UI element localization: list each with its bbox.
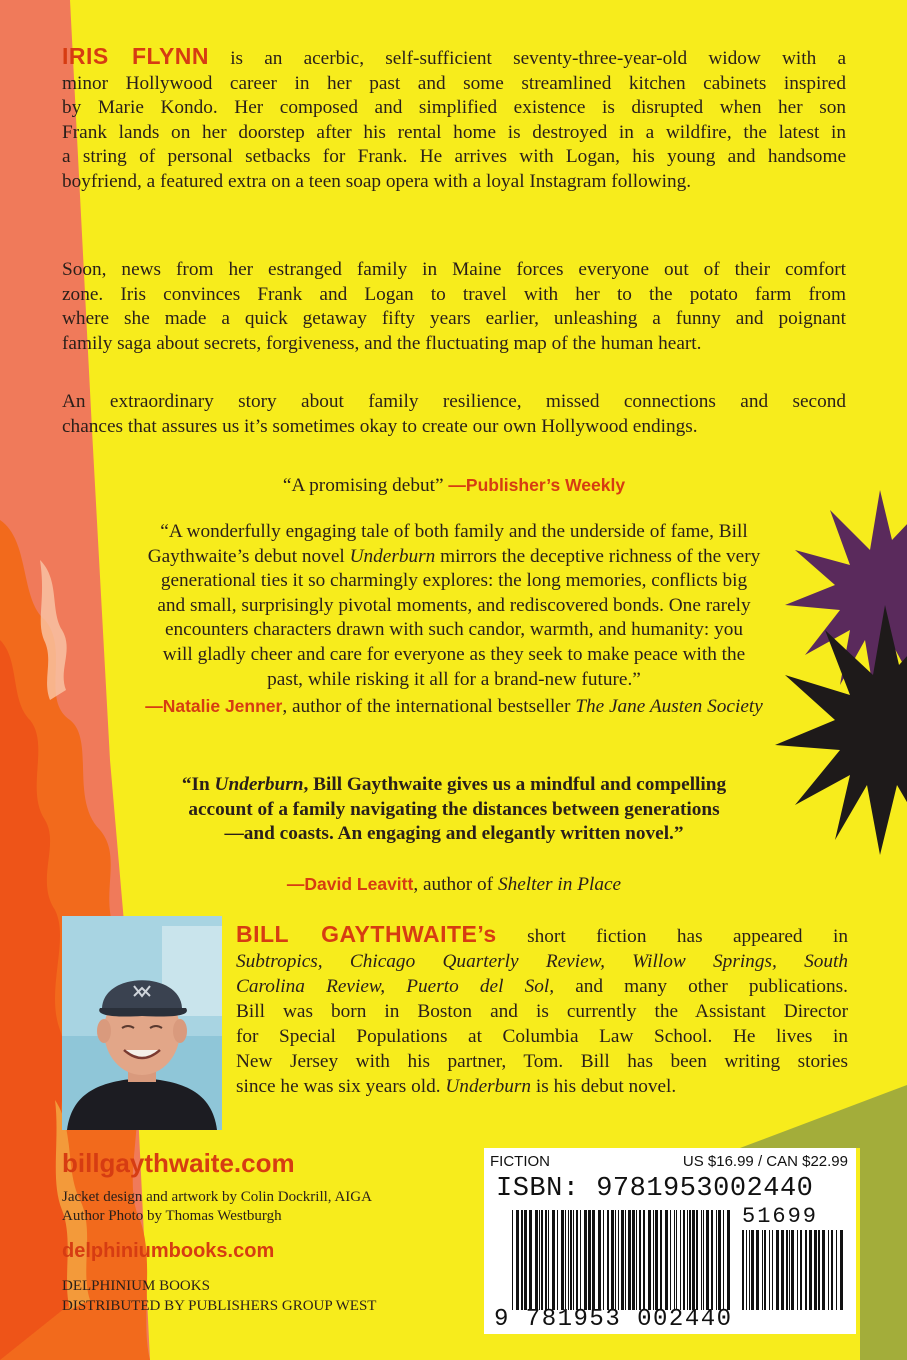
ean-digits: 9 781953 002440 (494, 1306, 733, 1333)
synopsis-line: is an acerbic, self-sufficient seventy-three-year-old widow with a (230, 48, 847, 69)
synopsis-line: zone. Iris convinces Frank and Logan to travel with her to the potato farm from (62, 283, 846, 305)
barcode-bar (648, 1210, 651, 1310)
blurb-line: will gladly cheer and care for everyone as they seek to make peace with the (162, 643, 746, 665)
barcode-bar (665, 1210, 668, 1310)
isbn-label: ISBN: 9781953002440 (496, 1174, 814, 1204)
blurb-line: and small, surprisingly pivotal moments, and rediscovered bonds. One rarely (157, 594, 751, 616)
publisher-block (62, 1276, 376, 1316)
barcode-bar (573, 1210, 574, 1310)
barcode-bar (791, 1230, 794, 1310)
barcode-bar (781, 1230, 784, 1310)
barcode-bar (660, 1210, 662, 1310)
barcode-bar (689, 1210, 691, 1310)
synopsis-character-name: IRIS FLYNN (62, 43, 210, 69)
blurb-jenner (62, 520, 846, 720)
blurb-line: account of a family navigating the distances between generations (188, 798, 720, 820)
distributor-name: DISTRIBUTED BY PUBLISHERS GROUP WEST (62, 1298, 377, 1314)
blurb-attribution: —Publisher’s Weekly (448, 475, 626, 495)
barcode-bar (746, 1230, 747, 1310)
barcode-bar (655, 1210, 658, 1310)
barcode-bar (576, 1210, 578, 1310)
bio-line: Carolina Review, Puerto del Sol, (236, 976, 555, 997)
barcode-bar (670, 1210, 671, 1310)
barcode-bar (723, 1210, 724, 1310)
barcode-bar (680, 1210, 681, 1310)
barcode-bar (809, 1230, 812, 1310)
blurb-line: “A wonderfully engaging tale of both family and the underside of fame, Bill (160, 521, 748, 542)
blurb-line: “In Underburn, Bill Gaythwaite gives us a mindful and compelling (181, 774, 727, 795)
barcode-bar (836, 1230, 837, 1310)
blurb-leavitt (62, 773, 846, 847)
barcode-bar (524, 1210, 527, 1310)
barcode-bar (676, 1210, 677, 1310)
barcode-bar (751, 1230, 754, 1310)
barcode-bar (521, 1210, 523, 1310)
author-website[interactable]: billgaythwaite.com (62, 1148, 295, 1178)
author-name: BILL GAYTHWAITE’s (236, 921, 497, 947)
barcode-bar (828, 1230, 829, 1310)
barcode-bar (570, 1210, 572, 1310)
blurb-line: generational ties it so charmingly explores: the long memories, conflicts big (160, 570, 748, 592)
publisher-name: DELPHINIUM BOOKS (62, 1278, 210, 1294)
barcode-bar (512, 1210, 513, 1310)
price-code: 51699 (742, 1204, 819, 1229)
book-title: Shelter in Place (497, 874, 622, 895)
synopsis-line: boyfriend, a featured extra on a teen soap opera with a loyal Instagram following. (62, 170, 692, 192)
barcode-bar (822, 1230, 825, 1310)
barcode-bar (618, 1210, 619, 1310)
barcode-bar (687, 1210, 688, 1310)
barcode-bar (580, 1210, 581, 1310)
barcode-bar (588, 1210, 591, 1310)
barcode-bar (653, 1210, 654, 1310)
barcode-bar (818, 1230, 820, 1310)
barcode-bar (625, 1210, 626, 1310)
synopsis-line: An extraordinary story about family resilience, missed connections and second (62, 391, 846, 412)
barcode-bar (592, 1210, 595, 1310)
barcode-bar (632, 1210, 635, 1310)
book-title: Underburn (214, 774, 304, 795)
bio-line: for Special Populations at Columbia Law School. He lives in (236, 1026, 848, 1047)
barcode-bar (789, 1230, 790, 1310)
synopsis-line: chances that assures us it’s sometimes okay to create our own Hollywood endings. (62, 415, 698, 437)
blurb-publishers-weekly (62, 473, 846, 499)
barcode-bar (628, 1210, 631, 1310)
barcode-bar (756, 1230, 759, 1310)
book-title: The Jane Austen Society (575, 696, 763, 718)
barcode-bar (831, 1230, 833, 1310)
barcode-bar (611, 1210, 614, 1310)
barcode-bar (797, 1230, 798, 1310)
barcode-bar (703, 1210, 704, 1310)
barcode-bar (603, 1210, 604, 1310)
barcode-bar (548, 1210, 549, 1310)
blurb-quote: “A promising debut” (282, 475, 444, 496)
synopsis-line: Frank lands on her doorstep after his rental home is destroyed in a wildfire, the latest in (62, 121, 846, 143)
blurb-attribution: —Natalie Jenner, author of the international bestseller The Jane Austen Society (145, 696, 763, 718)
barcode-bar (584, 1210, 587, 1310)
synopsis-line: family saga about secrets, forgiveness, and the fluctuating map of the human heart. (62, 332, 702, 354)
barcode-bar (615, 1210, 616, 1310)
barcode-bar (800, 1230, 802, 1310)
bio-line: since he was six years old. Underburn is his debut novel. (236, 1076, 677, 1097)
blurb-line: —and coasts. An engaging and elegantly written novel.” (224, 823, 684, 845)
synopsis-line: a string of personal setbacks for Frank. He arrives with Logan, his young and handsome (62, 146, 846, 168)
barcode-bar (764, 1230, 766, 1310)
barcode-bar (643, 1210, 645, 1310)
blurb-line: Gaythwaite’s debut novel Underburn mirrors the deceptive richness of the very (147, 545, 761, 567)
jacket-credit: Jacket design and artwork by Colin Dockrill, AIGA (62, 1189, 372, 1205)
barcode-bar (749, 1230, 750, 1310)
barcode-bar (607, 1210, 609, 1310)
synopsis-line: by Marie Kondo. Her composed and simplified existence is disrupted when her son (62, 97, 846, 119)
barcode-bar (706, 1210, 709, 1310)
barcode-bar (727, 1210, 730, 1310)
barcode-bar (711, 1210, 713, 1310)
synopsis-line: minor Hollywood career in her past and some streamlined kitchen cabinets inspired (62, 72, 846, 94)
blurb-line: past, while risking it all for a brand-new future.” (267, 668, 641, 690)
blurb-attribution-name: —Natalie Jenner (145, 696, 283, 717)
bio-line: Subtropics, Chicago Quarterly Review, Willow Springs, South (236, 951, 848, 972)
barcode-bar (772, 1230, 773, 1310)
bio-line: Bill was born in Boston and is currently the Assistant Director (236, 1001, 848, 1022)
synopsis-line: where she made a quick getaway fifty years earlier, unleashing a funny and poignant (62, 308, 846, 330)
barcode-bar (696, 1210, 698, 1310)
synopsis-paragraph-1 (62, 44, 846, 195)
photo-credit: Author Photo by Thomas Westburgh (62, 1208, 282, 1224)
book-category: FICTION (490, 1153, 550, 1170)
author-photo (62, 916, 222, 1130)
barcode-bar (535, 1210, 538, 1310)
barcode-bar (683, 1210, 685, 1310)
barcode-bar (674, 1210, 675, 1310)
barcode-bar (814, 1230, 817, 1310)
barcode-bar (621, 1210, 624, 1310)
barcode-bar (529, 1210, 532, 1310)
barcode-bar (639, 1210, 641, 1310)
barcode-bar (718, 1210, 721, 1310)
barcode-bar (769, 1230, 770, 1310)
author-bio: BILL GAYTHWAITE’s short fiction has appeared in Subtropics, Chicago Quarterly Review, Willow Springs, South Carolina Review, Puerto del Sol, and many other publications. Bill was born in Boston and is currently the Assistant Director for Special Populations at Columbia Law School. He lives in New Jersey with his partner, Tom. Bill has been writing stories since he was six years old. Underburn is his debut novel. (236, 921, 848, 1097)
ean-barcode (512, 1210, 732, 1310)
book-title: Underburn (349, 545, 436, 567)
barcode-bar (552, 1210, 555, 1310)
barcode-bar (762, 1230, 763, 1310)
barcode-bar (786, 1230, 788, 1310)
synopsis-paragraph-3 (62, 390, 846, 439)
book-price: US $16.99 / CAN $22.99 (682, 1153, 848, 1170)
blurb-line: encounters characters drawn with such candor, warmth, and humanity: you (164, 619, 743, 641)
synopsis-paragraph-2 (62, 258, 846, 356)
book-title: Underburn (445, 1076, 532, 1097)
bio-line: New Jersey with his partner, Tom. Bill has been writing stories (236, 1051, 848, 1072)
blurb-leavitt-attribution: —David Leavitt, author of Shelter in Place (286, 874, 622, 895)
barcode-bar (516, 1210, 519, 1310)
barcode-bar (716, 1210, 717, 1310)
barcode-bar (742, 1230, 744, 1310)
synopsis-line: Soon, news from her estranged family in Maine forces everyone out of their comfort (62, 259, 846, 280)
barcode-bar (545, 1210, 547, 1310)
barcode-bar (598, 1210, 601, 1310)
barcode-box (484, 1148, 856, 1334)
barcode-bar (541, 1210, 543, 1310)
barcode-bar (557, 1210, 558, 1310)
blurb-attribution-name: —David Leavitt (286, 874, 414, 894)
credits-block (62, 1188, 372, 1226)
barcode-bar (561, 1210, 564, 1310)
bio-line: short fiction has appeared in (527, 926, 848, 947)
barcode-bar (636, 1210, 637, 1310)
barcode-bar (565, 1210, 566, 1310)
publisher-website[interactable]: delphiniumbooks.com (62, 1240, 275, 1262)
barcode-bar (805, 1230, 807, 1310)
price-addon-barcode (742, 1230, 846, 1310)
barcode-bar (539, 1210, 540, 1310)
barcode-bar (692, 1210, 695, 1310)
barcode-bar (568, 1210, 569, 1310)
barcode-bar (701, 1210, 702, 1310)
barcode-bar (840, 1230, 843, 1310)
barcode-bar (776, 1230, 779, 1310)
